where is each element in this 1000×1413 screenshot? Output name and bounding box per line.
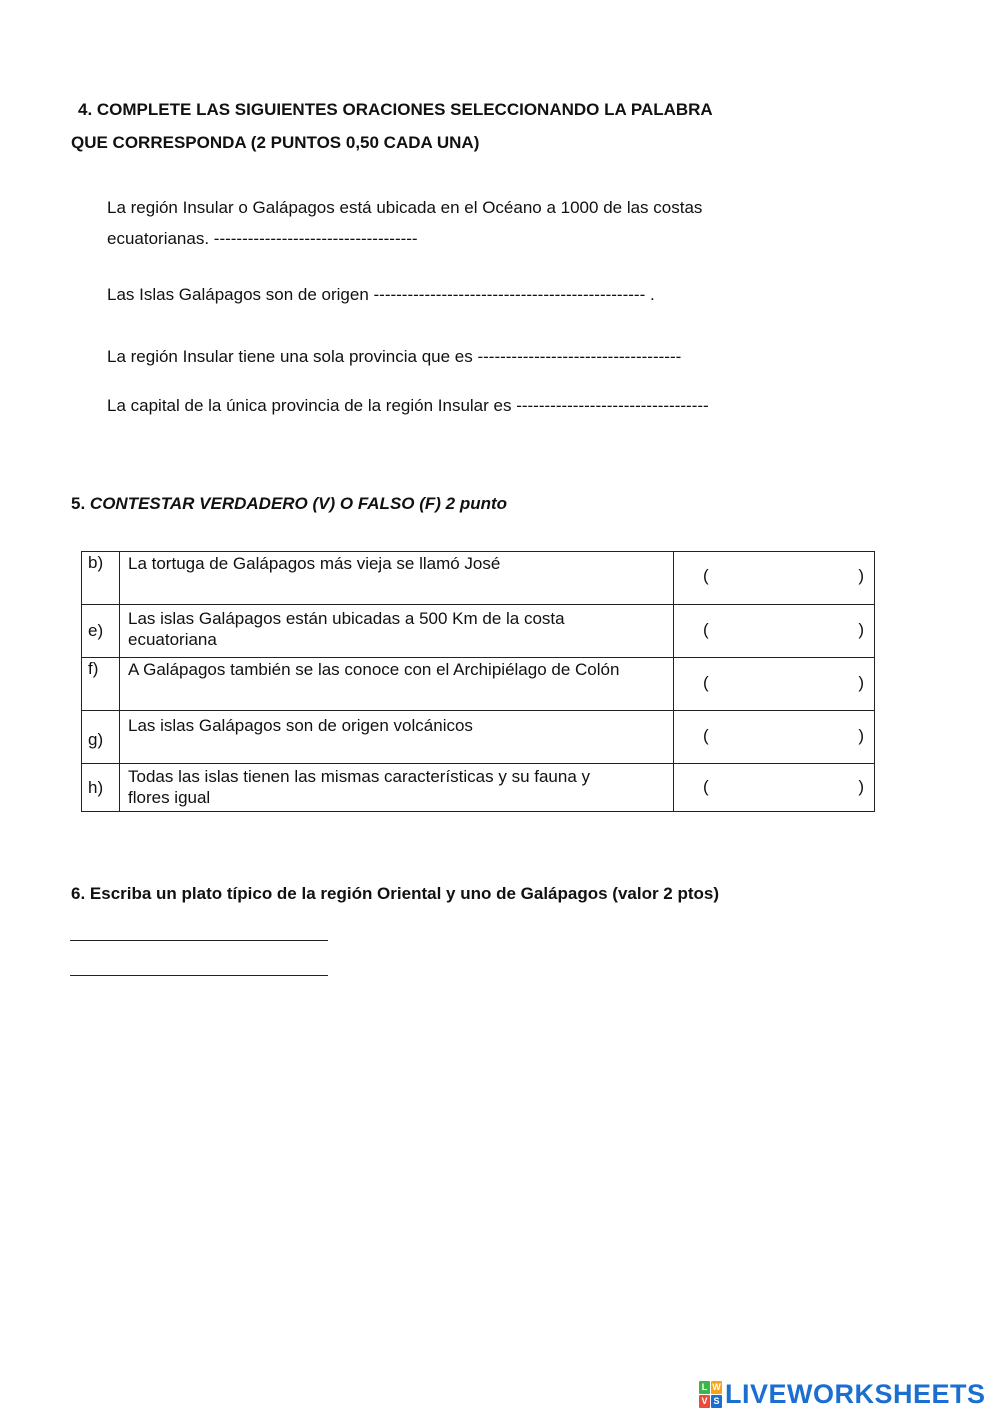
paren-close: ): [858, 620, 864, 639]
answer-cell[interactable]: [674, 658, 875, 711]
table-row: [82, 711, 875, 764]
table-row: [82, 658, 875, 711]
row-letter: b): [82, 552, 120, 605]
logo-mark-cell: S: [711, 1395, 722, 1408]
paren-close: ): [858, 726, 864, 745]
paren-open: (: [703, 620, 709, 639]
q5-title: CONTESTAR VERDADERO (V) O FALSO (F) 2 punto: [89, 494, 508, 513]
statement-line: flores igual: [128, 788, 211, 807]
table-row: [82, 552, 875, 605]
q5-heading: [71, 494, 507, 514]
answer-cell[interactable]: [674, 711, 875, 764]
answer-line-1[interactable]: [70, 940, 328, 941]
row-letter: h): [82, 764, 120, 812]
paren-open: (: [703, 777, 709, 796]
statement-line: ecuatoriana: [128, 630, 217, 649]
statement-line: Las islas Galápagos están ubicadas a 500 Km de la costa: [128, 609, 565, 628]
statement-line: A Galápagos también se las conoce con el Archipiélago de Colón: [128, 660, 620, 679]
row-statement: [120, 764, 674, 812]
paren-close: ): [858, 777, 864, 796]
paren-open: (: [703, 726, 709, 745]
row-statement: [120, 711, 674, 764]
answer-cell[interactable]: [674, 764, 875, 812]
paren-open: (: [703, 566, 709, 585]
logo-mark-cell: W: [712, 1381, 721, 1392]
answer-line-2[interactable]: [70, 975, 328, 976]
q4-sentence-2: Las Islas Galápagos son de origen ------------------------------------------------ .: [107, 285, 655, 304]
row-letter: g): [82, 711, 120, 764]
row-statement: [120, 658, 674, 711]
q4-sentence-3: La región Insular tiene una sola provincia que es ------------------------------------: [107, 347, 682, 366]
statement-line: La tortuga de Galápagos más vieja se llamó José: [128, 554, 501, 573]
paren-close: ): [858, 673, 864, 692]
q4-heading-line1: 4. COMPLETE LAS SIGUIENTES ORACIONES SELECCIONANDO LA PALABRA: [78, 100, 713, 119]
logo-text: LIVEWORKSHEETS: [725, 1378, 986, 1409]
liveworksheets-logo: [699, 1379, 986, 1409]
paren-close: ): [858, 566, 864, 585]
row-statement: [120, 552, 674, 605]
logo-mark-icon: [699, 1381, 722, 1408]
true-false-table: [81, 551, 875, 812]
q4-sentence-1a: La región Insular o Galápagos está ubicada en el Océano a 1000 de las costas: [107, 198, 703, 217]
statement-line: Las islas Galápagos son de origen volcánicos: [128, 716, 473, 735]
q5-number: 5.: [71, 494, 86, 513]
paren-open: (: [703, 673, 709, 692]
table-row: [82, 605, 875, 658]
q4-heading-line2: QUE CORRESPONDA (2 PUNTOS 0,50 CADA UNA): [71, 133, 480, 152]
row-letter: e): [82, 605, 120, 658]
logo-mark-cell: L: [699, 1381, 710, 1394]
row-letter: f): [82, 658, 120, 711]
q4-sentence-4: La capital de la única provincia de la región Insular es ----------------------------------: [107, 396, 709, 415]
answer-cell[interactable]: [674, 605, 875, 658]
statement-line: Todas las islas tienen las mismas características y su fauna y: [128, 767, 591, 786]
answer-cell[interactable]: [674, 552, 875, 605]
row-statement: [120, 605, 674, 658]
q4-sentence-1b: ecuatorianas. ------------------------------------: [107, 229, 418, 248]
q6-heading: 6. Escriba un plato típico de la región Oriental y uno de Galápagos (valor 2 ptos): [71, 884, 720, 903]
logo-mark-cell: V: [699, 1395, 710, 1408]
table-row: [82, 764, 875, 812]
